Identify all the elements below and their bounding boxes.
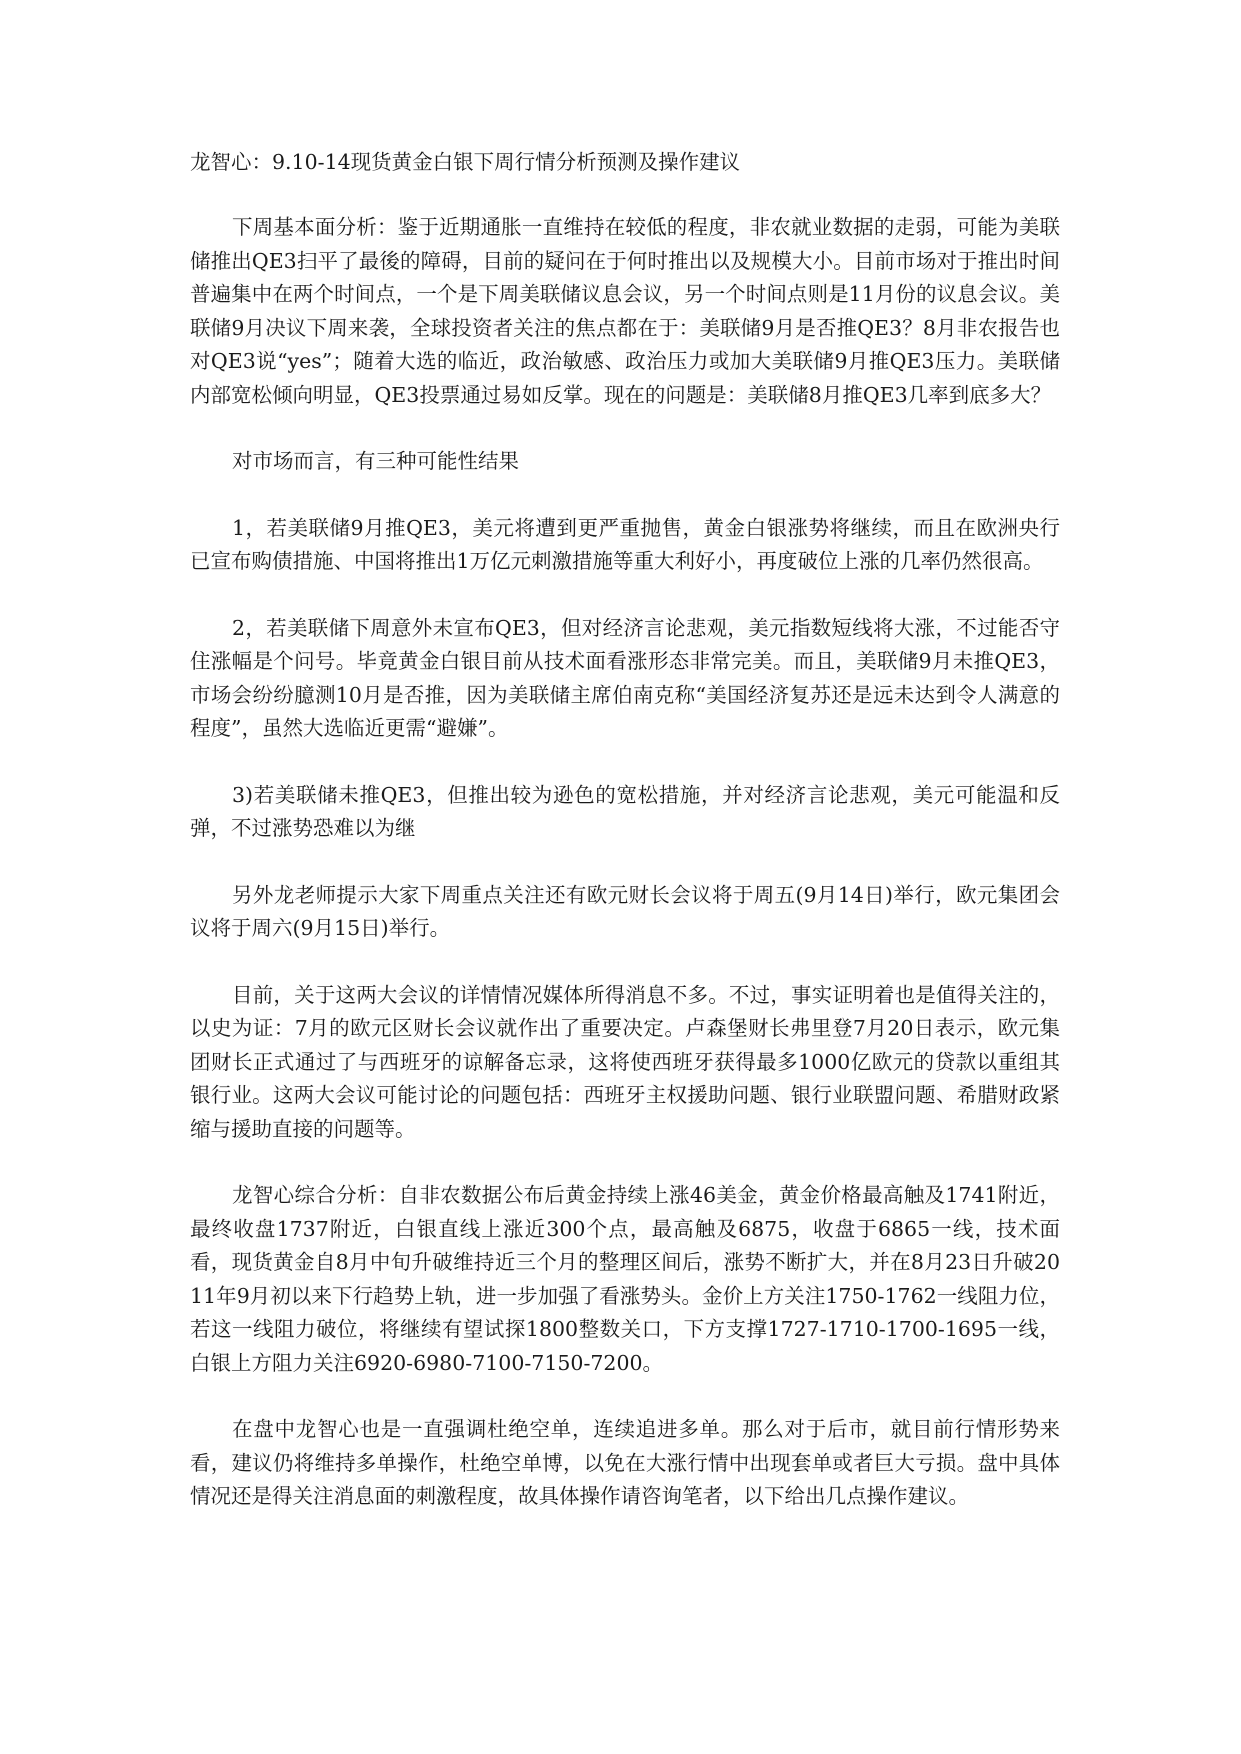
paragraph-meeting-details: 目前，关于这两大会议的详情情况媒体所得消息不多。不过，事实证明着也是值得关注的，以史为证：7月的欧元区财长会议就作出了重要决定。卢森堡财长弗里登7月20日表示，欧元集团财长正式通过了与西班牙的谅解备忘录，这将使西班牙获得最多1000亿欧元的贷款以重组其银行业。这两大会议可能讨论的问题包括：西班牙主权援助问题、银行业联盟问题、希腊财政紧缩与援助直接的问题等。 — [190, 982, 1060, 1141]
paragraph-technical-analysis: 龙智心综合分析：自非农数据公布后黄金持续上涨46美金，黄金价格最高触及1741附近，最终收盘1737附近，白银直线上涨近300个点，最高触及6875，收盘于6865一线，技术面看，现货黄金自8月中旬升破维持近三个月的整理区间后，涨势不断扩大，并在8月23日升破2011年9月初以来下行趋势上轨，进一步加强了看涨势头。金价上方关注1750-1762一线阻力位，若这一线阻力破位，将继续有望试探1800整数关口，下方支撑1727-1710-1700-1695一线，白银上方阻力关注6920-6980-7100-7150-7200。 — [190, 1183, 1060, 1375]
paragraph-euro-meetings: 另外龙老师提示大家下周重点关注还有欧元财长会议将于周五(9月14日)举行，欧元集团会议将于周六(9月15日)举行。 — [190, 882, 1060, 940]
document-title: 龙智心：9.10-14现货黄金白银下周行情分析预测及操作建议 — [190, 150, 741, 174]
paragraph-three-outcomes-intro: 对市场而言，有三种可能性结果 — [232, 449, 519, 473]
paragraph-outcome-2: 2，若美联储下周意外未宣布QE3，但对经济言论悲观，美元指数短线将大涨，不过能否守住涨幅是个问号。毕竟黄金白银目前从技术面看涨形态非常完美。而且，美联储9月未推QE3，市场会纷纷臆测10月是否推，因为美联储主席伯南克称“美国经济复苏还是远未达到令人满意的程度”，虽然大选临近更需“避嫌”。 — [190, 615, 1060, 740]
paragraph-outcome-3: 3)若美联储未推QE3，但推出较为逊色的宽松措施，并对经济言论悲观，美元可能温和反弹，不过涨势恐难以为继 — [190, 782, 1060, 840]
paragraph-fundamentals: 下周基本面分析：鉴于近期通胀一直维持在较低的程度，非农就业数据的走弱，可能为美联储推出QE3扫平了最後的障碍，目前的疑问在于何时推出以及规模大小。目前市场对于推出时间普遍集中在两个时间点，一个是下周美联储议息会议，另一个时间点则是11月份的议息会议。美联储9月决议下周来袭，全球投资者关注的焦点都在于：美联储9月是否推QE3？8月非农报告也对QE3说“yes”；随着大选的临近，政治敏感、政治压力或加大美联储9月推QE3压力。美联储内部宽松倾向明显，QE3投票通过易如反掌。现在的问题是：美联储8月推QE3几率到底多大？ — [190, 215, 1060, 407]
document-page — [190, 145, 1060, 1547]
paragraph-outcome-1: 1，若美联储9月推QE3，美元将遭到更严重抛售，黄金白银涨势将继续，而且在欧洲央行已宣布购债措施、中国将推出1万亿元刺激措施等重大利好小，再度破位上涨的几率仍然很高。 — [190, 515, 1060, 573]
paragraph-trading-advice: 在盘中龙智心也是一直强调杜绝空单，连续追进多单。那么对于后市，就目前行情形势来看，建议仍将维持多单操作，杜绝空单博，以免在大涨行情中出现套单或者巨大亏损。盘中具体情况还是得关注消息面的刺激程度，故具体操作请咨询笔者，以下给出几点操作建议。 — [190, 1417, 1060, 1508]
